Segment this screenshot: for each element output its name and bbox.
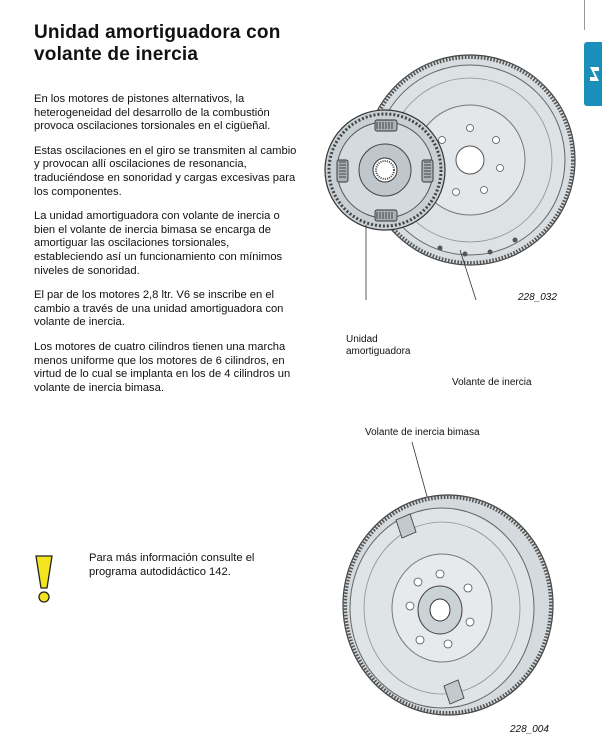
damper-flywheel-illustration xyxy=(320,40,580,300)
paragraph: En los motores de pistones alternativos, la heterogeneidad del desarrollo de la combustión provoca oscilaciones torsionales en el cigüeñal. xyxy=(34,93,271,133)
dual-mass-flywheel-label: Volante de inercia bimasa xyxy=(365,427,480,438)
paragraph: El par de los motores 2,8 ltr. V6 se inscribe en el cambio a través de una unidad amortiguadora con volante de inercia. xyxy=(34,289,284,329)
paragraph: Estas oscilaciones en el giro se transmiten al cambio y provocan allí oscilaciones de resonancia, traduciéndose en sonoridad y cargas excesivas para los componentes. xyxy=(34,144,297,198)
paragraph: Los motores de cuatro cilindros tienen una marcha menos uniforme que los motores de 6 cilindros, en virtud de lo cual se implanta en los de 4 cilindros un volante de inercia bimasa. xyxy=(34,340,291,394)
body-text xyxy=(34,93,299,406)
page-corner-line xyxy=(584,0,585,30)
chapter-tab-icon xyxy=(587,64,602,84)
figure-code: 228_032 xyxy=(518,292,557,303)
dual-mass-flywheel-illustration xyxy=(330,440,560,720)
page-title: Unidad amortiguadora con volante de inercia xyxy=(34,22,281,65)
note-text: Para más información consulte el programa autodidáctico 142. xyxy=(89,552,255,578)
leader-line xyxy=(412,442,428,500)
paragraph: La unidad amortiguadora con volante de inercia o bien el volante de inercia bimasa se encarga de amortiguar las oscilaciones torsionales, estableciendo así un funcionamiento con mínimos niveles de sonoridad. xyxy=(34,210,283,277)
chapter-tab xyxy=(584,42,602,106)
exclamation-icon xyxy=(30,553,58,607)
damper-unit-label: Unidad amortiguadora xyxy=(346,334,411,357)
damper-disc-drawing xyxy=(325,110,445,230)
figure-code: 228_004 xyxy=(510,724,549,735)
flywheel-label: Volante de inercia xyxy=(452,377,532,388)
